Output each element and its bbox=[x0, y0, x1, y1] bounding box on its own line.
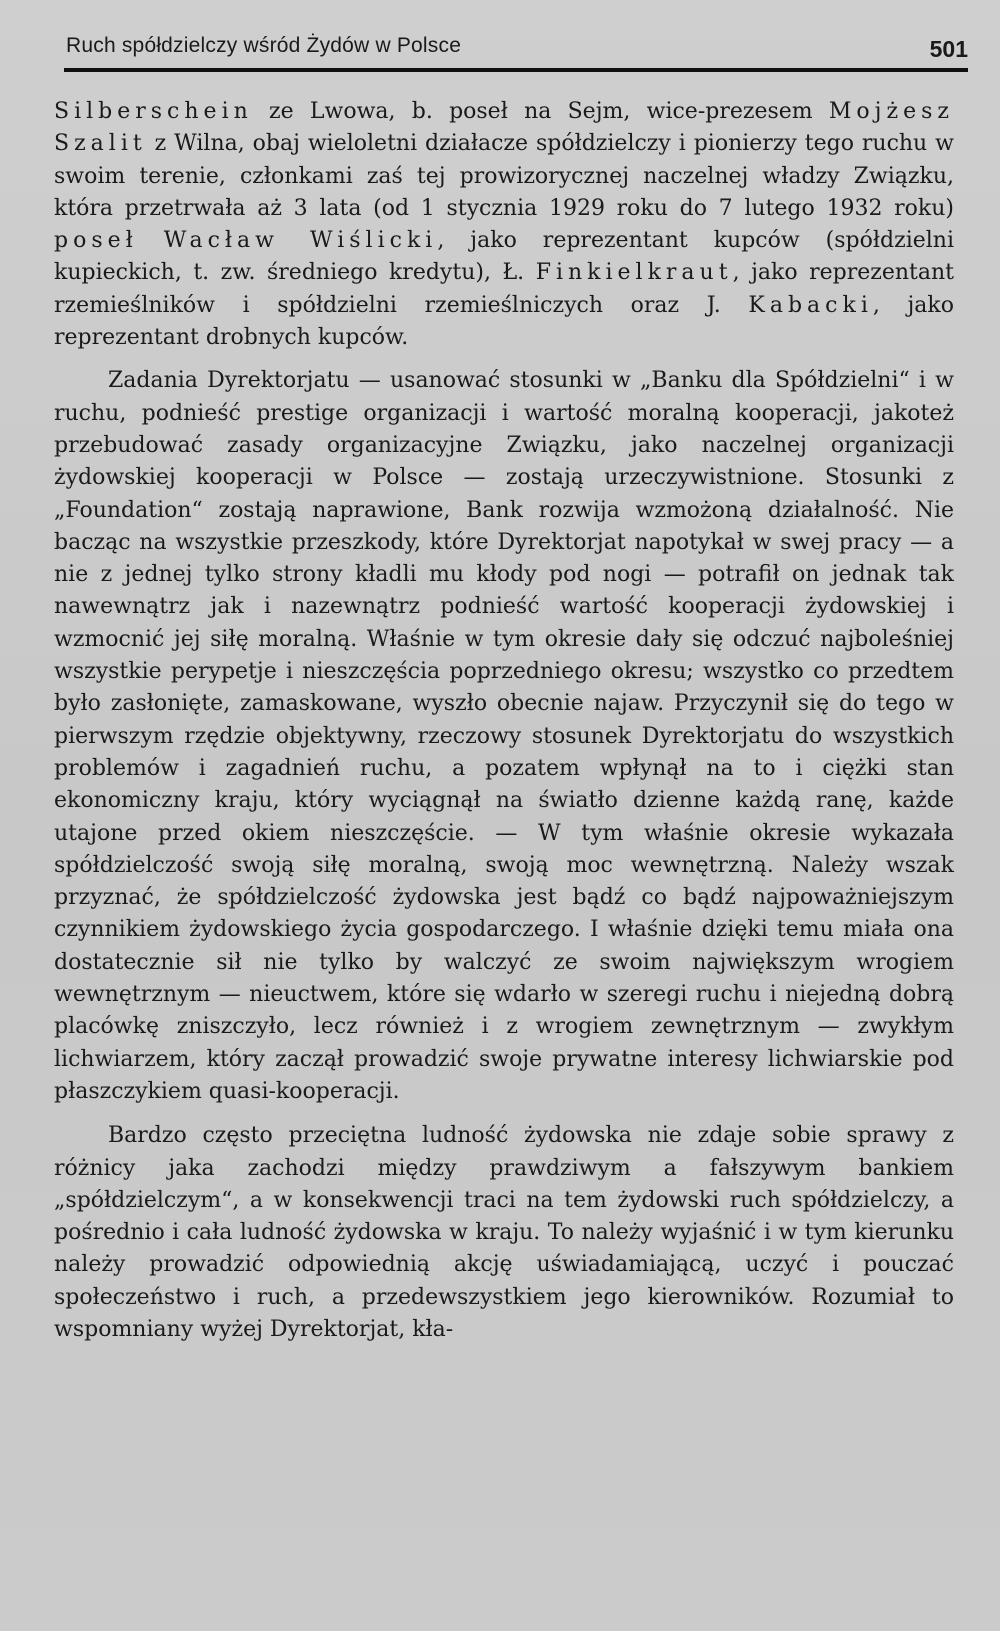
text-run bbox=[138, 228, 164, 253]
text-run: , jako reprezentant drobnych kupców. bbox=[54, 292, 954, 351]
spaced-name-wislicki: Wacław Wiślicki bbox=[163, 228, 438, 254]
text-run: , jako reprezentant kupców (spółdzielni kupieckich, t. zw. średniego kredytu), Ł. bbox=[54, 228, 954, 286]
spaced-name-szalit: Mojżesz Szalit bbox=[54, 99, 954, 157]
body-text bbox=[54, 96, 954, 1346]
page-header bbox=[64, 34, 968, 74]
spaced-word-posel: poseł bbox=[54, 228, 138, 254]
text-run: , jako reprezentant rzemieślników i spółdzielni rzemieślniczych oraz J. bbox=[54, 260, 954, 318]
header-rule bbox=[64, 68, 968, 72]
spaced-name-kabacki: Kabacki bbox=[748, 292, 873, 318]
running-head: Ruch spółdzielczy wśród Żydów w Polsce bbox=[66, 34, 462, 57]
text-run: ze Lwowa, b. poseł na Sejm, wice-prezesem bbox=[252, 99, 829, 124]
spaced-name-silberschein: Silberschein bbox=[54, 99, 253, 124]
paragraph-continuation bbox=[54, 96, 954, 354]
paragraph-dyrektorjat: Zadania Dyrektorjatu — usanować stosunki w „Banku dla Spółdzielni“ i w ruchu, podnieść prestige organizacji i wartość moralną kooperacji, jakoteż przebudować zasady organizacyjne Związku, jako naczelnej organizacji żydowskiej kooperacji w Polsce — zostają urzeczywistnione. Stosunki z „Foundation“ zostają naprawione, Bank rozwija wzmożoną działalność. Nie bacząc na wszystkie przeszkody, które Dyrektorjat napotykał w swej pracy — a nie z jednej tylko strony kładli mu kłody pod nogi — potrafił on jednak tak nawewnątrz jak i nazewnątrz podnieść wartość kooperacji żydowskiej i wzmocnić jej siłę moralną. Właśnie w tym okresie dały się odczuć najboleśniej wszystkie perypetje i nieszczęścia poprzedniego okresu; wszystko co przedtem było zasłonięte, zamaskowane, wyszło obecnie najaw. Przyczynił się do tego w pierwszym rzędzie objektywny, rzeczowy stosunek Dyrektorjatu do wszystkich problemów i zagadnień ruchu, a pozatem wpłynął na to i ciężki stan ekonomiczny kraju, który wyciągnął na światło dzienne każdą ranę, każde utajone przed okiem nieszczęście. — W tym właśnie okresie wykazała spółdzielczość swoją siłę moralną, swoją moc wewnętrzną. Należy wszak przyznać, że spółdzielczość żydowska jest bądź co bądź najpoważniejszym czynnikiem żydowskiego życia gospodarczego. I właśnie dzięki temu miała ona dostatecznie sił nie tylko by walczyć ze swoim największym wrogiem wewnętrznym — nieuctwem, które się wdarło w szeregi ruchu i niejedną dobrą placówkę zniszczyło, lecz również i z wrogiem zewnętrznym — zwykłym lichwiarzem, który zaczął prowadzić swoje prywatne interesy lichwiarskie pod płaszczykiem quasi-kooperacji. bbox=[54, 368, 954, 1104]
text-run: z Wilna, obaj wieloletni działacze spółdzielczy i pionierzy tego ruchu w swoim terenie, członkami zaś tej prowizorycznej naczelnej władzy Związku, która przetrwała aż 3 lata (od 1 stycznia 1929 roku do 7 lutego 1932 roku) bbox=[54, 131, 954, 221]
paragraph-bank-difference: Bardzo często przeciętna ludność żydowska nie zdaje sobie sprawy z różnicy jaka zachodzi między prawdziwym a fałszywym bankiem „spółdzielczym“, a w konsekwencji traci na tem żydowski ruch spółdzielczy, a pośrednio i cała ludność żydowska w kraju. To należy wyjaśnić i w tym kierunku należy prowadzić odpowiednią akcję uświadamiającą, uczyć i pouczać społeczeństwo i ruch, a przedewszystkiem jego kierowników. Rozumiał to wspomniany wyżej Dyrektorjat, kła- bbox=[54, 1123, 954, 1342]
spaced-name-finkielkraut: Finkielkraut bbox=[535, 260, 733, 286]
page-number: 501 bbox=[929, 36, 968, 62]
